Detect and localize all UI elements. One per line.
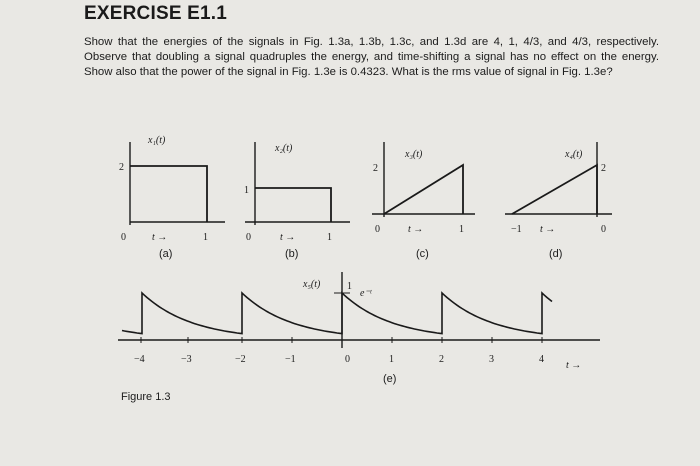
- panel-c-signal-curve: [384, 165, 463, 214]
- panel-e-signal-label: x₅(t): [303, 279, 321, 290]
- panel-d-t1-label: 0: [601, 224, 606, 235]
- panel-b-t0-label: 0: [246, 232, 251, 243]
- panel-b-t1-label: 1: [327, 232, 332, 243]
- panel-b-axis-label: t →: [280, 232, 296, 243]
- panel-c-t0-label: 0: [375, 224, 380, 235]
- panel-e-tick-label: −4: [134, 354, 145, 365]
- panel-a-signal-curve: [130, 166, 207, 222]
- panel-d-signal-label: x₄(t): [565, 149, 583, 160]
- panel-c-t1-label: 1: [459, 224, 464, 235]
- panel-c-axis-label: t →: [408, 224, 424, 235]
- panel-a-t0-label: 0: [121, 232, 126, 243]
- panel-d-amp-label: 2: [601, 163, 606, 174]
- panel-e-tick-label: 3: [489, 354, 494, 365]
- panel-e-tick-label: −1: [285, 354, 296, 365]
- panel-e-amp-label: 1: [347, 281, 352, 292]
- panel-b-signal-curve: [255, 188, 331, 222]
- panel-d-t0-label: −1: [511, 224, 522, 235]
- panel-c-caption: (c): [416, 248, 429, 260]
- figure-label: Figure 1.3: [121, 391, 171, 403]
- panel-e-tick-label: −3: [181, 354, 192, 365]
- panel-a-amp-label: 2: [119, 162, 124, 173]
- panel-b-signal-label: x₂(t): [275, 143, 293, 154]
- panel-c-amp-label: 2: [373, 163, 378, 174]
- panel-a-axis-label: t →: [152, 232, 168, 243]
- panel-e-signal-curve: [122, 293, 552, 334]
- panel-c-signal-label: x₃(t): [405, 149, 423, 160]
- panel-e-axis-label: t →: [566, 360, 582, 371]
- panel-e-tick-label: 2: [439, 354, 444, 365]
- exercise-heading: EXERCISE E1.1: [84, 3, 228, 24]
- panel-b-amp-label: 1: [244, 185, 249, 196]
- panel-a-caption: (a): [159, 248, 173, 260]
- panel-e-tick-label: −2: [235, 354, 246, 365]
- panel-d-axis-label: t →: [540, 224, 556, 235]
- panel-d-signal-curve: [512, 165, 597, 214]
- panel-e-tick-label: 0: [345, 354, 350, 365]
- panel-d-caption: (d): [549, 248, 563, 260]
- panel-e-curve-label: e⁻ᵗ: [360, 288, 372, 299]
- panel-e-caption: (e): [383, 373, 397, 385]
- panel-e-tick-label: 1: [389, 354, 394, 365]
- panel-a-t1-label: 1: [203, 232, 208, 243]
- panel-e-tick-label: 4: [539, 354, 544, 365]
- exercise-text: Show that the energies of the signals in Fig. 1.3a, 1.3b, 1.3c, and 1.3d are 4, 1, 4/3, and 4/3, respectively. Observe that doubling a signal quadruples the energy, and time-shifting a signal has no effect on the energy. Show also that the power of the signal in Fig. 1.3e is 0.4323. What is the rms value of signal in Fig. 1.3e?: [84, 36, 659, 78]
- panel-a-signal-label: x₁(t): [148, 135, 166, 146]
- panel-b-caption: (b): [285, 248, 299, 260]
